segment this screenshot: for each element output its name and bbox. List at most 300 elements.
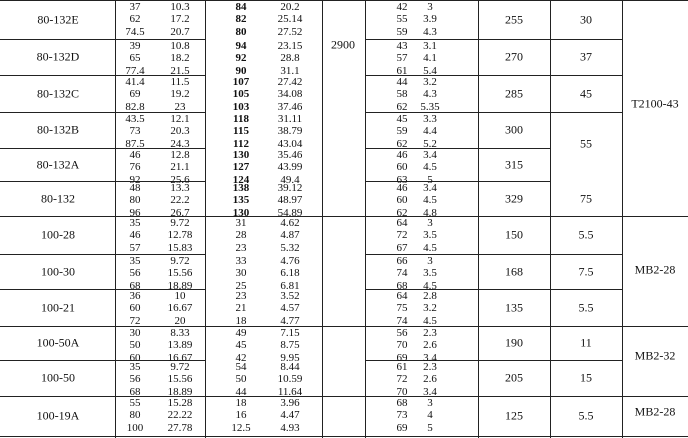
value-text: 4.93 — [280, 421, 300, 434]
value-text: 3 — [427, 217, 433, 229]
value-text: 46 — [396, 182, 408, 194]
value-text: 26.7 — [170, 206, 190, 219]
value-stack — [280, 217, 299, 254]
value-text: 28 — [235, 229, 247, 242]
motor-power-cell: 55 — [580, 136, 592, 151]
value-text: 94 — [235, 40, 247, 52]
value-text: 39 — [129, 40, 141, 52]
value-text: 4.76 — [280, 255, 300, 267]
value-text: 76 — [129, 161, 141, 174]
value-text: 12.5 — [231, 421, 251, 434]
row-separator — [365, 148, 550, 149]
value-text: 33 — [235, 255, 247, 267]
value-stack — [168, 397, 193, 434]
value-stack — [130, 290, 141, 327]
value-stack — [280, 255, 299, 292]
row-separator — [0, 396, 688, 397]
value-stack — [168, 290, 193, 327]
value-stack — [423, 290, 437, 327]
value-text: 59 — [396, 25, 408, 38]
value-text: 135 — [232, 194, 250, 207]
value-text: 6.81 — [280, 279, 300, 292]
value-text: 74 — [396, 314, 408, 327]
value-text: 2.8 — [423, 290, 437, 302]
value-stack — [170, 1, 189, 38]
value-text: 68 — [129, 385, 141, 398]
weight-cell: 300 — [505, 122, 523, 137]
value-text: 4.5 — [423, 241, 437, 254]
value-text: 69 — [396, 421, 408, 434]
value-stack — [233, 113, 249, 150]
value-stack — [236, 290, 247, 327]
value-text: 3.9 — [423, 13, 437, 26]
value-text: 18.2 — [170, 52, 190, 65]
value-text: 68 — [129, 279, 141, 292]
value-text: 41.4 — [125, 76, 145, 88]
value-text: 73 — [129, 125, 141, 138]
value-text: 90 — [235, 64, 247, 77]
base-cell: MB2-32 — [634, 348, 676, 363]
value-stack — [423, 361, 437, 398]
value-text: 92 — [129, 173, 141, 186]
value-text: 80 — [235, 25, 247, 38]
row-separator — [0, 216, 688, 217]
weight-cell: 315 — [505, 157, 523, 171]
value-text: 31 — [235, 217, 247, 229]
value-text: 12.78 — [167, 229, 193, 242]
value-stack — [420, 76, 439, 113]
value-text: 3.2 — [423, 76, 437, 88]
value-text: 42 — [396, 1, 408, 13]
value-text: 13.3 — [170, 182, 190, 194]
value-text: 19.2 — [170, 88, 190, 101]
value-text: 67 — [396, 241, 408, 254]
base-cell: MB2-28 — [634, 262, 676, 277]
motor-power-cell: 15 — [580, 370, 592, 385]
value-stack — [236, 1, 247, 38]
model-cell: 80-132 — [41, 191, 75, 205]
value-text: 4.3 — [423, 25, 437, 38]
column-divider — [622, 0, 623, 438]
value-stack — [170, 40, 189, 77]
table-border-bottom — [0, 436, 688, 437]
value-text: 46 — [129, 229, 141, 242]
value-text: 84 — [235, 1, 247, 13]
value-stack — [423, 182, 437, 219]
value-text: 9.72 — [170, 361, 190, 373]
value-text: 3 — [427, 397, 433, 409]
weight-cell: 168 — [505, 264, 523, 278]
value-text: 20.2 — [280, 1, 300, 13]
value-text: 10.8 — [170, 40, 190, 52]
value-text: 46 — [129, 149, 141, 161]
motor-power-cell: 11 — [580, 335, 592, 350]
value-stack — [127, 397, 144, 434]
value-text: 3.2 — [423, 302, 437, 315]
value-stack — [130, 217, 141, 254]
value-text: 4.62 — [280, 217, 300, 229]
value-stack — [280, 327, 299, 364]
value-text: 34.08 — [277, 88, 303, 101]
value-stack — [170, 182, 189, 219]
value-text: 37.46 — [277, 100, 303, 113]
weight-cell: 285 — [505, 86, 523, 100]
value-text: 31.11 — [277, 113, 303, 125]
value-text: 39.12 — [277, 182, 303, 194]
row-separator — [0, 326, 688, 327]
value-text: 35 — [129, 361, 141, 373]
value-text: 11.5 — [170, 76, 190, 88]
value-text: 3.52 — [280, 290, 300, 302]
value-text: 20.7 — [170, 25, 190, 38]
value-text: 59 — [396, 125, 408, 138]
value-text: 87.5 — [125, 137, 145, 150]
value-stack — [170, 149, 189, 186]
value-stack — [233, 182, 250, 219]
value-text: 3.3 — [423, 113, 437, 125]
value-text: 65 — [129, 52, 141, 65]
value-text: 23 — [235, 290, 247, 302]
value-text: 4.1 — [423, 52, 437, 65]
column-divider — [550, 0, 551, 438]
value-text: 4.77 — [280, 314, 300, 327]
value-text: 18 — [235, 314, 247, 327]
value-text: 4.5 — [423, 161, 437, 174]
value-text: 57 — [129, 241, 141, 254]
value-text: 44 — [235, 385, 247, 398]
value-text: 42 — [235, 351, 247, 364]
value-text: 2.3 — [423, 361, 437, 373]
value-text: 5.4 — [423, 64, 437, 77]
value-text: 2.6 — [423, 373, 437, 386]
value-stack — [130, 149, 141, 186]
value-text: 61 — [396, 64, 408, 77]
value-text: 74.5 — [125, 25, 145, 38]
value-text: 48 — [129, 182, 141, 194]
model-cell: 100-30 — [41, 264, 75, 278]
value-text: 27.78 — [167, 421, 193, 434]
value-stack — [427, 397, 433, 434]
value-text: 4.5 — [423, 314, 437, 327]
value-text: 70 — [396, 339, 408, 352]
value-text: 54 — [235, 361, 247, 373]
value-stack — [130, 361, 141, 398]
value-stack — [278, 149, 303, 186]
value-text: 4 — [427, 409, 433, 422]
value-text: 66 — [396, 255, 408, 267]
value-stack — [397, 76, 408, 113]
value-text: 4.4 — [423, 125, 437, 138]
value-text: 17.2 — [170, 13, 190, 26]
value-text: 38.79 — [277, 125, 303, 138]
speed-cell: 2900 — [331, 37, 355, 52]
value-text: 4.47 — [280, 409, 300, 422]
value-stack — [423, 113, 437, 150]
value-text: 55 — [396, 13, 408, 26]
value-text: 3.96 — [280, 397, 300, 409]
value-text: 77.4 — [125, 64, 145, 77]
value-text: 62 — [396, 206, 408, 219]
motor-power-cell: 7.5 — [578, 264, 594, 278]
value-text: 7.15 — [280, 327, 300, 339]
value-text: 16 — [235, 409, 247, 422]
value-text: 21.5 — [170, 64, 190, 77]
model-cell: 100-50A — [36, 335, 80, 350]
value-text: 11.64 — [277, 385, 303, 398]
value-stack — [280, 397, 299, 434]
value-stack — [278, 113, 303, 150]
value-text: 5.35 — [420, 100, 440, 113]
model-cell: 100-19A — [36, 408, 80, 423]
value-text: 3.1 — [423, 40, 437, 52]
value-text: 9.95 — [280, 351, 300, 364]
value-stack — [236, 217, 247, 254]
value-text: 100 — [126, 421, 144, 434]
value-text: 118 — [233, 113, 249, 125]
value-text: 3.5 — [423, 267, 437, 280]
value-stack — [236, 327, 247, 364]
value-stack — [278, 361, 303, 398]
value-stack — [125, 76, 144, 113]
value-stack — [125, 113, 144, 150]
value-text: 62 — [396, 100, 408, 113]
value-text: 35.46 — [277, 149, 303, 161]
motor-power-cell: 5.5 — [578, 300, 594, 314]
value-stack — [423, 255, 437, 292]
value-text: 63 — [396, 173, 408, 186]
weight-cell: 125 — [505, 408, 523, 423]
value-text: 72 — [396, 229, 408, 242]
value-text: 3 — [427, 255, 433, 267]
base-cell: T2100-43 — [631, 96, 679, 111]
model-cell: 80-132A — [36, 157, 80, 171]
value-text: 107 — [232, 76, 250, 88]
weight-cell: 329 — [505, 191, 523, 205]
value-text: 115 — [233, 125, 249, 138]
value-text: 4.87 — [280, 229, 300, 242]
value-stack — [397, 149, 408, 186]
value-stack — [168, 217, 193, 254]
value-text: 46 — [396, 149, 408, 161]
value-stack — [231, 397, 250, 434]
value-text: 37 — [129, 1, 141, 13]
value-text: 20 — [174, 314, 186, 327]
value-text: 112 — [233, 137, 249, 150]
value-text: 50 — [235, 373, 247, 386]
value-stack — [423, 40, 437, 77]
value-text: 43.04 — [277, 137, 303, 150]
value-text: 5 — [427, 173, 433, 186]
value-text: 62 — [396, 137, 408, 150]
model-cell: 100-21 — [41, 300, 75, 314]
value-text: 2.3 — [423, 327, 437, 339]
column-divider — [322, 0, 323, 438]
value-text: 2.6 — [423, 339, 437, 352]
value-text: 69 — [396, 351, 408, 364]
value-text: 13.89 — [167, 339, 193, 352]
table-border-top — [0, 0, 688, 1]
value-text: 60 — [396, 161, 408, 174]
model-cell: 80-132E — [37, 12, 79, 26]
value-stack — [397, 182, 408, 219]
value-stack — [130, 255, 141, 292]
value-text: 4.5 — [423, 194, 437, 207]
value-text: 96 — [129, 206, 141, 219]
value-stack — [278, 76, 303, 113]
value-text: 35 — [129, 255, 141, 267]
value-text: 25 — [235, 279, 247, 292]
value-text: 5.2 — [423, 137, 437, 150]
column-divider — [365, 0, 366, 438]
value-text: 24.3 — [170, 137, 190, 150]
value-text: 58 — [396, 88, 408, 101]
value-text: 60 — [129, 302, 141, 315]
value-text: 15.28 — [167, 397, 193, 409]
value-text: 60 — [396, 194, 408, 207]
value-stack — [170, 113, 189, 150]
value-text: 21 — [235, 302, 247, 315]
motor-power-cell: 37 — [580, 49, 592, 64]
value-text: 80 — [129, 194, 141, 207]
weight-cell: 270 — [505, 49, 523, 64]
value-text: 3.4 — [423, 149, 437, 161]
value-stack — [233, 76, 250, 113]
value-text: 127 — [232, 161, 250, 174]
value-text: 73 — [396, 409, 408, 422]
motor-power-cell: 75 — [580, 191, 592, 205]
value-text: 138 — [232, 182, 250, 194]
value-text: 82.8 — [125, 100, 145, 113]
value-text: 55 — [129, 397, 141, 409]
value-text: 69 — [129, 88, 141, 101]
value-text: 68 — [396, 279, 408, 292]
value-text: 130 — [232, 149, 250, 161]
value-text: 43 — [396, 40, 408, 52]
value-stack — [233, 149, 250, 186]
value-text: 3.4 — [423, 385, 437, 398]
column-divider — [205, 0, 206, 438]
value-text: 16.67 — [167, 351, 193, 364]
value-text: 3.4 — [423, 182, 437, 194]
value-stack — [170, 76, 189, 113]
value-stack — [168, 327, 193, 364]
value-text: 43.99 — [277, 161, 303, 174]
value-text: 22.22 — [167, 409, 193, 422]
weight-cell: 150 — [505, 227, 523, 242]
value-text: 30 — [129, 327, 141, 339]
weight-cell: 135 — [505, 300, 523, 314]
value-text: 54.89 — [277, 206, 303, 219]
value-text: 36 — [129, 290, 141, 302]
value-stack — [125, 1, 144, 38]
value-text: 74 — [396, 267, 408, 280]
value-text: 10 — [174, 290, 186, 302]
value-stack — [397, 361, 408, 398]
value-text: 64 — [396, 290, 408, 302]
model-cell: 80-132B — [37, 122, 79, 137]
base-cell: MB2-28 — [634, 404, 676, 419]
value-text: 22.2 — [170, 194, 190, 207]
value-stack — [168, 361, 193, 398]
value-stack — [397, 217, 408, 254]
value-text: 70 — [396, 385, 408, 398]
value-stack — [397, 397, 408, 434]
value-text: 28.8 — [280, 52, 300, 65]
value-text: 4.5 — [423, 279, 437, 292]
value-stack — [278, 40, 303, 77]
value-text: 15.83 — [167, 241, 193, 254]
value-text: 103 — [232, 100, 250, 113]
value-stack — [397, 40, 408, 77]
value-text: 12.8 — [170, 149, 190, 161]
value-text: 10.3 — [170, 1, 190, 13]
value-stack — [280, 290, 299, 327]
value-text: 68 — [396, 397, 408, 409]
model-cell: 80-132D — [36, 49, 80, 64]
value-stack — [397, 327, 408, 364]
value-stack — [130, 327, 141, 364]
value-text: 62 — [129, 13, 141, 26]
value-text: 56 — [129, 267, 141, 280]
value-stack — [423, 149, 437, 186]
value-text: 56 — [129, 373, 141, 386]
motor-power-cell: 30 — [580, 12, 592, 26]
value-text: 49.4 — [280, 173, 300, 186]
value-text: 57 — [396, 52, 408, 65]
value-text: 25.6 — [170, 173, 190, 186]
value-text: 4.57 — [280, 302, 300, 315]
value-stack — [397, 113, 408, 150]
value-text: 8.44 — [280, 361, 300, 373]
motor-power-cell: 45 — [580, 86, 592, 100]
value-stack — [397, 1, 408, 38]
value-text: 4.3 — [423, 88, 437, 101]
value-text: 27.42 — [277, 76, 303, 88]
value-stack — [236, 361, 247, 398]
value-stack — [125, 40, 144, 77]
value-text: 75 — [396, 302, 408, 315]
motor-power-cell: 5.5 — [578, 408, 594, 423]
value-text: 43.5 — [125, 113, 145, 125]
value-text: 56 — [396, 327, 408, 339]
value-stack — [236, 255, 247, 292]
value-text: 3 — [427, 1, 433, 13]
value-text: 61 — [396, 361, 408, 373]
value-text: 31.1 — [280, 64, 300, 77]
value-stack — [397, 290, 408, 327]
value-text: 5.32 — [280, 241, 300, 254]
column-divider — [478, 0, 479, 438]
value-text: 30 — [235, 267, 247, 280]
value-text: 9.72 — [170, 255, 190, 267]
value-text: 18 — [235, 397, 247, 409]
value-text: 130 — [232, 206, 250, 219]
value-text: 10.59 — [277, 373, 303, 386]
value-text: 44 — [396, 76, 408, 88]
column-divider — [115, 0, 116, 438]
value-stack — [168, 255, 193, 292]
value-text: 15.56 — [167, 373, 193, 386]
value-text: 3.4 — [423, 351, 437, 364]
weight-cell: 190 — [505, 335, 523, 350]
value-text: 23 — [174, 100, 186, 113]
value-text: 3.5 — [423, 229, 437, 242]
value-text: 72 — [396, 373, 408, 386]
value-text: 60 — [129, 351, 141, 364]
value-text: 5 — [427, 421, 433, 434]
value-stack — [278, 1, 303, 38]
value-text: 92 — [235, 52, 247, 65]
